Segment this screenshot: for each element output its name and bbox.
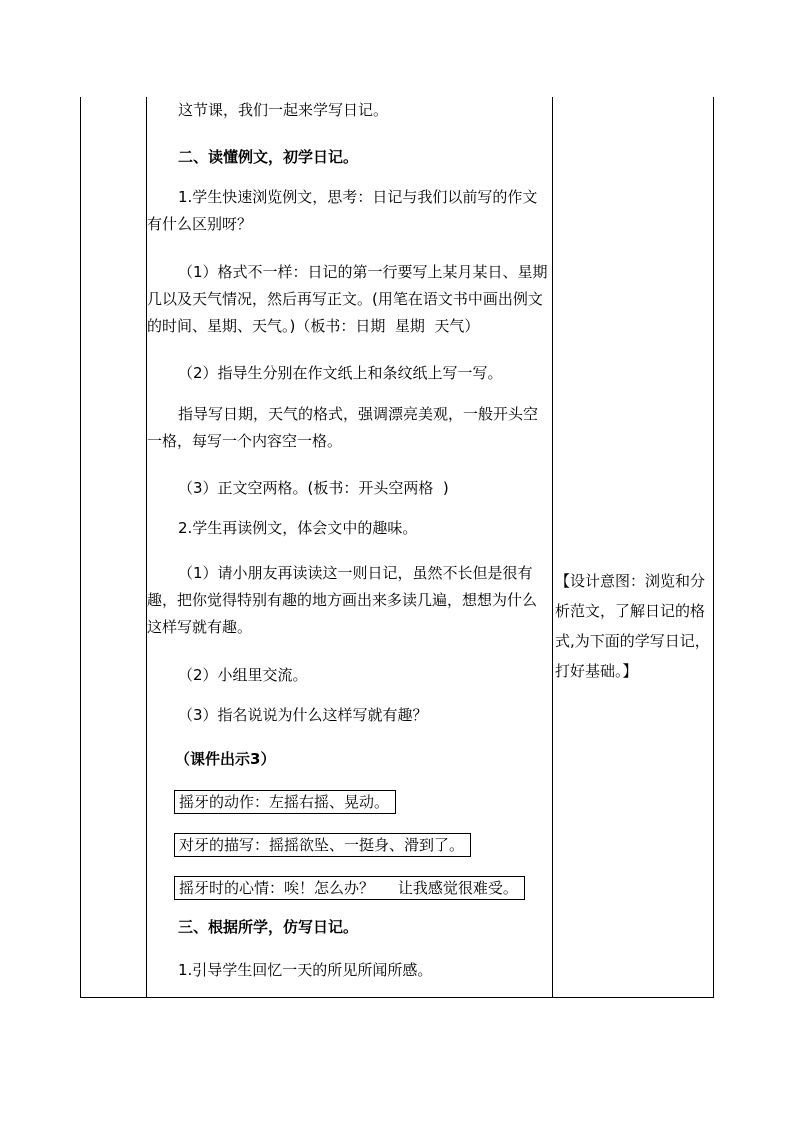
item-2-3-paragraph: （3）指名说说为什么这样写就有趣？ bbox=[178, 706, 428, 724]
item-1-3-paragraph: （3）正文空两格。(板书：开头空两格 ) bbox=[178, 479, 449, 497]
table-border-left bbox=[80, 97, 81, 998]
item-2-paragraph: 2.学生再读例文，体会文中的趣味。 bbox=[178, 519, 418, 537]
design-intent-note: 【设计意图：浏览和分析范文，了解日记的格式,为下面的学写日记，打好基础。】 bbox=[555, 572, 710, 680]
item-3-1-paragraph: 1.引导学生回忆一天的所见所闻所感。 bbox=[178, 961, 433, 979]
courseware-box-description: 对牙的描写：摇摇欲坠、一挺身、滑到了。 bbox=[174, 833, 471, 857]
section-3-heading: 三、根据所学，仿写日记。 bbox=[178, 918, 359, 936]
courseware-box-action: 摇牙的动作：左摇右摇、晃动。 bbox=[174, 790, 396, 814]
item-1-paragraph: 1.学生快速浏览例文，思考：日记与我们以前写的作文有什么区别呀？ bbox=[147, 188, 538, 233]
item-1-2-paragraph: （2）指导生分别在作文纸上和条纹纸上写一写。 bbox=[178, 364, 503, 382]
intro-paragraph: 这节课，我们一起来学写日记。 bbox=[178, 101, 389, 119]
item-2-2-paragraph: （2）小组里交流。 bbox=[178, 666, 308, 684]
section-2-heading: 二、读懂例文，初学日记。 bbox=[178, 148, 359, 166]
courseware-label: （课件出示3） bbox=[175, 750, 276, 768]
guide-paragraph: 指导写日期，天气的格式，强调漂亮美观，一般开头空一格，每写一个内容空一格。 bbox=[147, 405, 539, 450]
table-border-col2 bbox=[552, 97, 553, 998]
courseware-box-feeling: 摇牙时的心情：唉！怎么办？ 让我感觉很难受。 bbox=[174, 876, 525, 900]
table-border-right bbox=[713, 97, 714, 998]
item-1-1-paragraph: （1）格式不一样：日记的第一行要写上某月某日、星期几以及天气情况，然后再写正文。(用笔在语文书中画出例文的时间、星期、天气。)（板书：日期 星期 天气） bbox=[147, 263, 548, 335]
item-2-1-paragraph: （1）请小朋友再读读这一则日记，虽然不长但是很有趣，把你觉得特别有趣的地方画出来多读几遍，想想为什么这样写就有趣。 bbox=[147, 564, 538, 636]
table-border-bottom bbox=[80, 997, 714, 998]
